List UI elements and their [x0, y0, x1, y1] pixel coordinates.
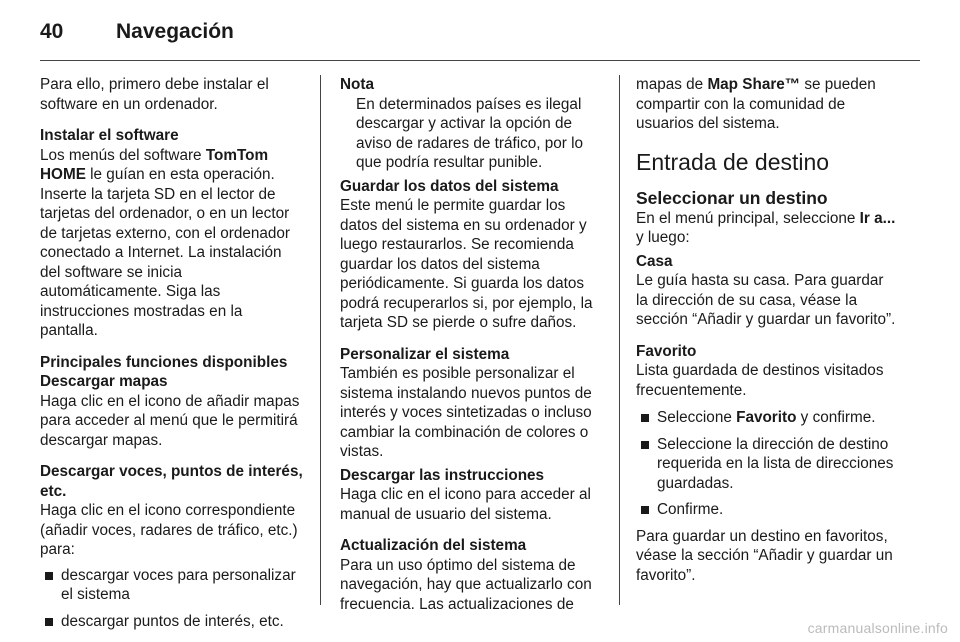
watermark-text: carmanualsonline.info — [807, 620, 948, 636]
subsection-title: Seleccionar un destino — [636, 187, 828, 208]
casa-section — [636, 252, 899, 330]
closing-text: Para guardar un destino en favoritos, véase la sección “Añadir y guardar un favorito”. — [636, 527, 893, 584]
favorito-section — [636, 342, 899, 401]
column-1 — [40, 75, 303, 641]
save-text: Este menú le permite guardar los datos del sistema en su ordenador y luego restaurarlos. Se recomienda guardar los datos del sistema periódicamente. Si guarda los datos podrá recuperarlos si, por ejemplo, la tarjeta SD se pierde o sufre daños. — [340, 197, 593, 331]
column-3 — [636, 75, 899, 597]
mapshare-text: mapas de Map Share™ se pueden compartir con la comunidad de usuarios del sistema. — [636, 76, 876, 132]
manual-text: Haga clic en el icono para acceder al manual de usuario del sistema. — [340, 486, 591, 523]
custom-text: También es posible personalizar el sistema instalando nuevos puntos de interés y voces sintetizadas o incluso cambiar la combinación de colores o vistas. — [340, 365, 592, 460]
voices-bullet-list — [40, 566, 303, 632]
column-2 — [340, 75, 603, 626]
favorito-text: Lista guardada de destinos visitados frecuentemente. — [636, 362, 884, 399]
page-header — [40, 20, 234, 46]
chapter-title: Navegación — [116, 20, 234, 43]
list-item: Seleccione la dirección de destino requerida en la lista de direcciones guardadas. — [636, 435, 899, 494]
maps-text: Haga clic en el icono de añadir mapas para acceder al menú que le permitirá descargar mapas. — [40, 392, 300, 449]
save-heading: Guardar los datos del sistema — [340, 177, 559, 195]
install-section: Instalar el software Los menús del software TomTom HOME le guían en esta operación. Inserte la tarjeta SD en el lector de tarjetas del ordenador, o en un lector de tarjetas externo, con el ordenador conectado a Internet. La instalación del software se inicia automáticamente. Siga las instrucciones mostradas en la pantalla. — [40, 126, 303, 341]
header-rule — [40, 60, 920, 61]
maps-section — [40, 372, 303, 450]
maps-heading: Descargar mapas — [40, 373, 168, 390]
note-box — [340, 75, 603, 173]
update-text: Para un uso óptimo del sistema de navegación, hay que actualizarlo con frecuencia. Las actualizaciones de — [340, 556, 592, 613]
custom-section — [340, 345, 603, 462]
tomtom-home-term: TomTom HOME — [40, 146, 269, 183]
column-divider-1 — [320, 75, 321, 605]
list-item: descargar voces para personalizar el sistema — [40, 566, 303, 605]
favorito-heading: Favorito — [636, 342, 697, 360]
custom-heading: Personalizar el sistema — [340, 345, 510, 363]
list-item: descargar puntos de interés, etc. — [40, 612, 303, 632]
destination-intro: En el menú principal, seleccione Ir a... y luego: — [636, 209, 896, 246]
voices-text: Haga clic en el icono correspondiente (añadir voces, radares de tráfico, etc.) para: — [40, 502, 298, 558]
voices-section — [40, 462, 303, 560]
note-title: Nota — [340, 76, 374, 93]
list-item: Confirme. — [636, 500, 899, 520]
intro-text: Para ello, primero debe instalar el software en un ordenador. — [40, 76, 269, 113]
manual-heading: Descargar las instrucciones — [340, 466, 545, 484]
save-section — [340, 177, 603, 333]
note-text: En determinados países es ilegal descargar y activar la opción de aviso de radares de tráfico, por lo que podría resultar punible. — [356, 95, 584, 171]
update-section — [340, 536, 603, 614]
column-divider-2 — [619, 75, 620, 605]
casa-text: Le guía hasta su casa. Para guardar la dirección de su casa, véase la sección “Añadir y guardar un favorito”. — [636, 272, 896, 328]
ir-a-term: Ir a... — [859, 209, 896, 227]
list-item: Seleccione Favorito y confirme. — [636, 408, 899, 428]
section-title: Entrada de destino — [636, 148, 830, 175]
install-heading: Instalar el software — [40, 127, 179, 144]
update-heading: Actualización del sistema — [340, 537, 527, 554]
favorito-bullet-list — [636, 408, 899, 520]
casa-heading: Casa — [636, 252, 673, 270]
page-number: 40 — [40, 20, 64, 43]
map-share-term: Map Share™ — [707, 76, 801, 93]
manual-section — [340, 466, 603, 525]
voices-heading: Descargar voces, puntos de interés, etc. — [40, 463, 303, 500]
functions-heading: Principales funciones disponibles — [40, 353, 288, 371]
